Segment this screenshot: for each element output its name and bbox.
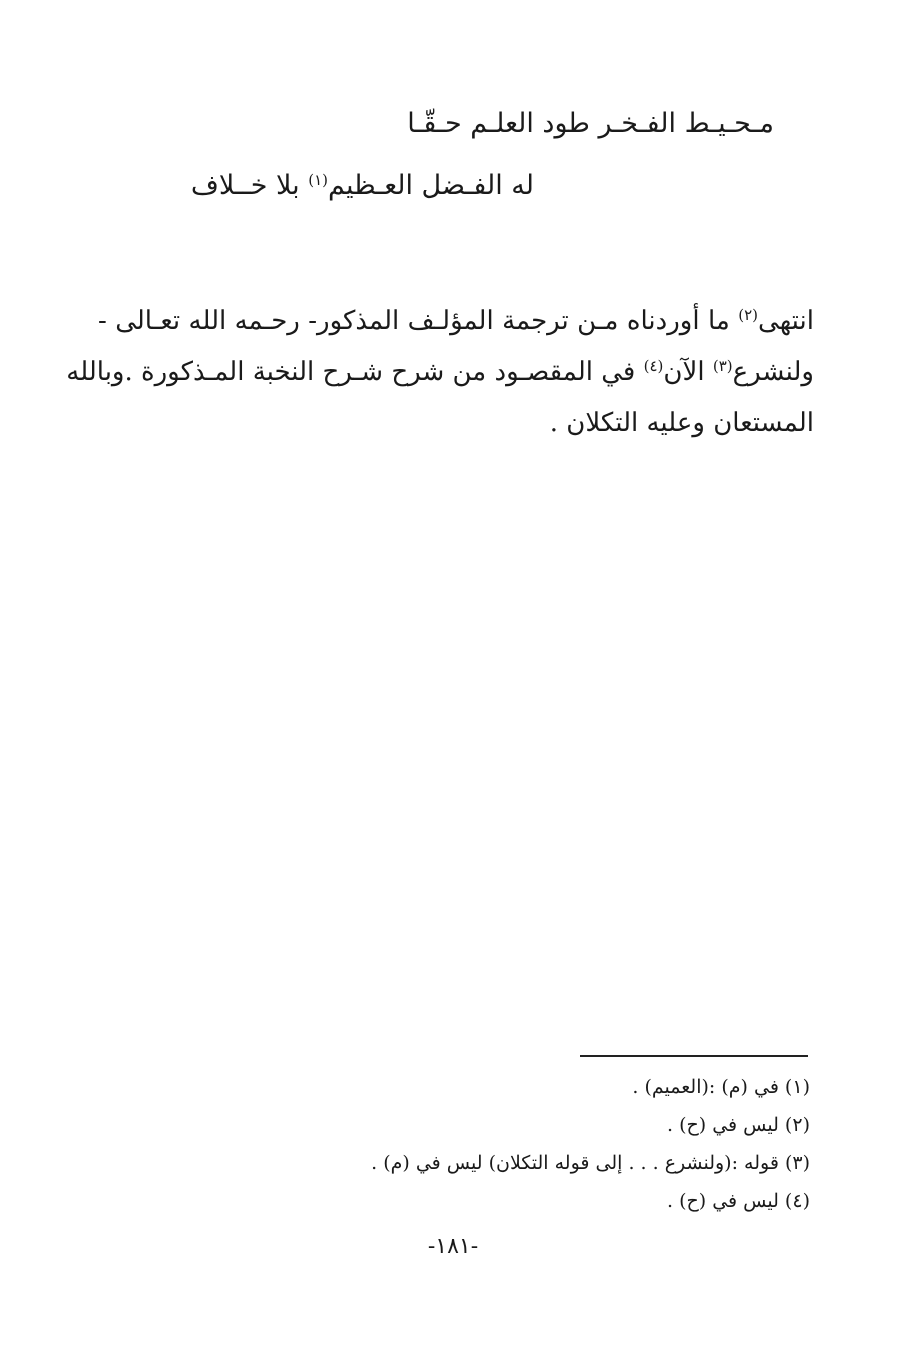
paragraph-text: الآن	[663, 357, 713, 387]
footnote-separator	[580, 1055, 808, 1057]
footnote-ref-3: (٣)	[712, 357, 733, 375]
paragraph-text: ولنشرع	[732, 357, 814, 387]
footnote-3: (٣) قوله :(ولنشرع . . . إلى قوله التكلان) ليس في (م) .	[371, 1152, 810, 1174]
body-paragraph	[66, 296, 814, 449]
poem-line-1: مـحـيـط الفـخـر طود العلـم حـقّـا	[407, 108, 774, 139]
footnotes	[371, 1068, 810, 1220]
paragraph-text: ما أوردناه مـن ترجمة المؤلـف المذكور- رحـمه الله تعـالى -	[98, 306, 739, 336]
footnote-4: (٤) ليس في (ح) .	[666, 1190, 810, 1212]
poem-line-2-text-end: بلا خــلاف	[190, 170, 309, 201]
paragraph-line-3: المستعان وعليه التكلان .	[549, 408, 814, 438]
footnote-ref-4: (٤)	[643, 357, 664, 375]
footnote-1: (١) في (م) :(العميم) .	[632, 1076, 810, 1098]
paragraph-line-2	[66, 347, 814, 398]
paragraph-text: في المقصـود من شرح شـرح النخبة المـذكورة .وبالله	[66, 357, 644, 387]
paragraph-text: انتهى	[758, 306, 814, 336]
footnote-2: (٢) ليس في (ح) .	[666, 1114, 810, 1136]
poem-line-2-text: له الفـضل العـظيم	[328, 170, 534, 201]
paragraph-line-1	[98, 296, 814, 347]
footnote-ref-1: (١)	[308, 171, 329, 189]
poem-line-2	[191, 166, 534, 206]
footnote-ref-2: (٢)	[738, 306, 759, 324]
page-number: -١٨١-	[427, 1234, 479, 1259]
